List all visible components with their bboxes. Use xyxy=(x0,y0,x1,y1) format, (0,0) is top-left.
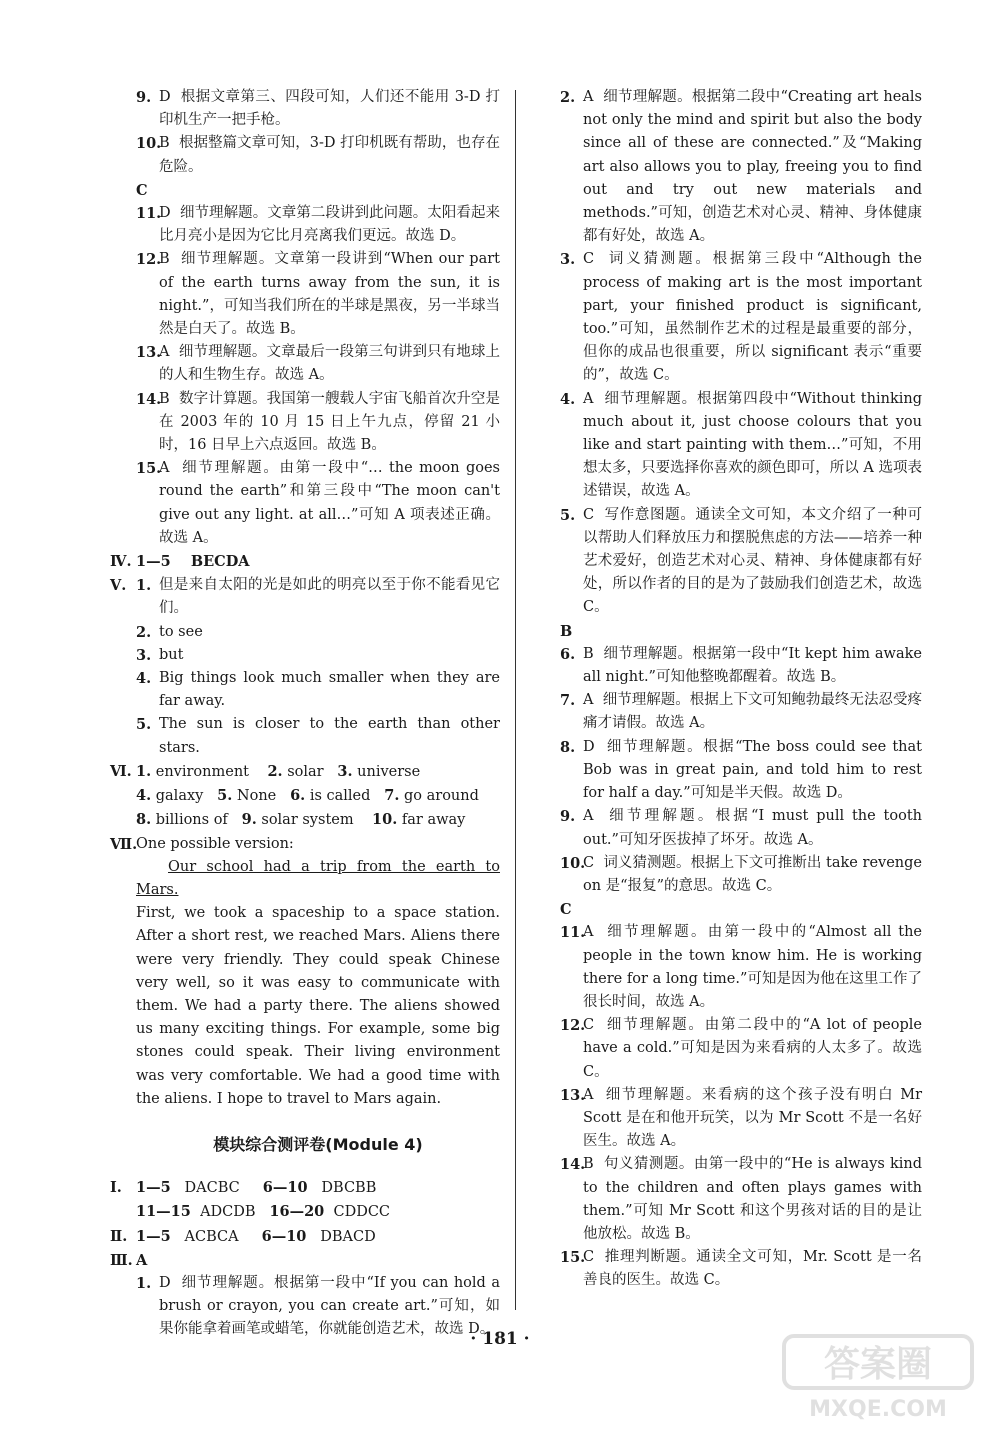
section-iv: Ⅳ. 1—5 BECDA xyxy=(110,553,250,571)
sample-essay xyxy=(136,856,500,1111)
answer-item: 14. B 数字计算题。我国第一艘载人宇宙飞船首次升空是在 2003 年的 10 月 15 日上午九点，停留 21 小时，16 日早上六点返回。故选 B。 xyxy=(136,390,500,454)
section-i: Ⅰ. 1—5 DACBC 6—10 DBCBB 11—15 ADCDB 16—20 CDDCC xyxy=(110,1179,391,1221)
section-v: Ⅴ. 1. 但是来自太阳的光是如此的明亮以至于你不能看见它们。 2. to see 3. but 4. Big things look much smaller when they are far away. 5. The sun is closer to the earth than other stars. xyxy=(136,574,500,760)
section-vi: Ⅵ. 1. environment 2. solar 3. universe 4. galaxy 5. None 6. is called 7. go around 8. billions of 9. solar system 10. far away xyxy=(136,760,500,833)
answer-item: 11. A 细节理解题。由第一段中的“Almost all the people in the town know him. He is working there for a long time.”可知是因为他在这里工作了很长时间，故选 A。 xyxy=(560,924,927,1010)
vocab-line: 4. galaxy 5. None 6. is called 7. go around xyxy=(136,787,479,805)
section-ii: Ⅱ. 1—5 ACBCA 6—10 DBACD xyxy=(110,1227,376,1245)
answer-item: 15. A 细节理解题。由第一段中“… the moon goes round the earth”和第三段中“The moon can't give out any light. at all…”可知 A 项表述正确。故选 A。 xyxy=(136,460,505,546)
answer-item: 2. to see xyxy=(136,623,203,641)
right-column xyxy=(560,86,927,1293)
essay-body: First, we took a spaceship to a space station. After a short rest, we reached Mars. Aliens there were very friendly. They could speak Chinese very well, so it was easy to communicate with them. We had a party there. The aliens showed us many exciting things. For example, some big stones could speak. Their living environment was very comfortable. We had a good time with the aliens. I hope to travel to Mars again. xyxy=(136,905,500,1107)
answer-item: 6. B 细节理解题。根据第一段中“It kept him awake all night.”可知他整晚都醒着。故选 B。 xyxy=(560,645,927,686)
section-iii: Ⅲ. A 1. D 细节理解题。根据第一段中“If you can hold a brush or crayon, you can create art.”可知，如果你能拿着画笔或蜡笔，你就能创造艺术，故选 D。 xyxy=(136,1249,500,1342)
answer-item: 11. D 细节理解题。文章第二段讲到此问题。太阳看起来比月亮小是因为它比月亮离我们更远。故选 D。 xyxy=(136,205,500,245)
answer-item: 12. C 细节理解题。由第二段中的“A lot of people have a cold.”可知是因为来看病的人太多了。故选 C。 xyxy=(560,1017,927,1080)
essay-first-sentence: Our school had a trip from the earth to Mars. xyxy=(136,858,500,898)
watermark-bottom-text: MXQE.COM xyxy=(809,1397,947,1422)
module-title: 模块综合测评卷(Module 4) xyxy=(213,1134,423,1154)
left-column xyxy=(110,86,505,1342)
answer-item: 15. C 推理判断题。通读全文可知，Mr. Scott 是一名善良的医生。故选 C。 xyxy=(560,1249,922,1289)
answer-item: 9. D 根据文章第三、四段可知，人们还不能用 3-D 打印机生产一把手枪。 xyxy=(136,89,500,129)
page-number: · 181 · xyxy=(470,1329,530,1349)
essay-intro: One possible version: xyxy=(136,835,294,852)
vocab-line: 8. billions of 9. solar system 10. far away xyxy=(136,811,466,829)
answer-item: 5. C 写作意图题。通读全文可知，本文介绍了一种可以帮助人们释放压力和摆脱焦虑的方法——培养一种艺术爱好，创造艺术对心灵、精神、身体健康都有好处，所以作者的目的是为了鼓励我们创造艺术，故选 C。 xyxy=(560,506,927,616)
watermark-top-text: 答案圈 xyxy=(823,1344,933,1385)
answer-item: 12. B 细节理解题。文章第一段讲到“When our part of the earth turns away from the sun, it is night.”，可知当我们所在的半球是黑夜，另一半球当然是白天了。故选 B。 xyxy=(136,251,505,338)
watermark-logo xyxy=(778,1332,978,1424)
passage-letter: C xyxy=(136,181,148,199)
answer-item: 13. A 细节理解题。来看病的这个孩子没有明白 Mr Scott 是在和他开玩笑，以为 Mr Scott 不是一名好医生。故选 A。 xyxy=(560,1086,927,1150)
vocab-line: 1. environment 2. solar 3. universe xyxy=(136,762,421,780)
answer-item: 14. B 句义猜测题。由第一段中的“He is always kind to the children and often plays games with them.”可知 Mr Scott 和这个男孩对话的目的是让他放松。故选 B。 xyxy=(560,1156,927,1242)
answer-item: 10. B 根据整篇文章可知，3-D 打印机既有帮助，也存在危险。 xyxy=(136,135,500,175)
passage-letter: A xyxy=(136,1251,148,1269)
column-divider xyxy=(515,90,516,1310)
answer-item: 10. C 词义猜测题。根据上下文可推断出 take revenge on 是“报复”的意思。故选 C。 xyxy=(560,854,927,894)
answer-item: 2. A 细节理解题。根据第二段中“Creating art heals not only the mind and spirit but also the body since all of these are connected.”及“Making art also allows you to play, freeing you to find out and try out new materials and methods.”可知，创造艺术对心灵、精神、身体健康都有好处，故选 A。 xyxy=(560,89,927,245)
answer-item: 4. Big things look much smaller when they are far away. xyxy=(136,670,505,710)
passage-letter: C xyxy=(560,901,572,919)
answer-item: 13. A 细节理解题。文章最后一段第三句讲到只有地球上的人和生物生存。故选 A。 xyxy=(136,344,500,384)
answer-item: 4. A 细节理解题。根据第四段中“Without thinking much about it, just choose colours that you like and start painting with them…”可知，不用想太多，只要选择你喜欢的颜色即可，所以 A 选项表述错误，故选 A。 xyxy=(560,390,927,500)
answer-item: 8. D 细节理解题。根据“The boss could see that Bob was in great pain, and told him to rest for half a day.”可知是半天假。故选 D。 xyxy=(560,738,927,802)
answer-item: 5. The sun is closer to the earth than other stars. xyxy=(136,716,505,756)
answer-item: 3. C 词义猜测题。根据第三段中“Although the process of making art is the most important part, your finished product is significant, too.”可知，虽然制作艺术的过程是最重要的部分，但你的成品也很重要，所以 significant 表示“重要的”，故选 C。 xyxy=(560,251,927,384)
answer-item: 1. D 细节理解题。根据第一段中“If you can hold a brush or crayon, you can create art.”可知，如果你能拿着画笔或蜡笔，你就能创造艺术，故选 D。 xyxy=(136,1274,505,1338)
answer-item: 9. A 细节理解题。根据“I must pull the tooth out.”可知牙医拔掉了坏牙。故选 A。 xyxy=(560,808,927,848)
answer-item: 7. A 细节理解题。根据上下文可知鲍勃最终无法忍受疼痛才请假。故选 A。 xyxy=(560,692,922,732)
passage-letter: B xyxy=(560,622,573,640)
section-vii: Ⅶ. One possible version: Our school had a trip from the earth to Mars. First, we took a spaceship to a space station. After a short rest, we reached Mars. Aliens there were very friendly. They could speak Chinese very well, so it was easy to communicate with them. We had a party there. The aliens showed us many exciting things. For example, some big stones could speak. Their living environment was very comfortable. We had a good time with the aliens. I hope to travel to Mars again. xyxy=(136,833,500,1111)
answer-item: 3. but xyxy=(136,646,184,664)
answer-item: 1. 但是来自太阳的光是如此的明亮以至于你不能看见它们。 xyxy=(136,577,500,617)
